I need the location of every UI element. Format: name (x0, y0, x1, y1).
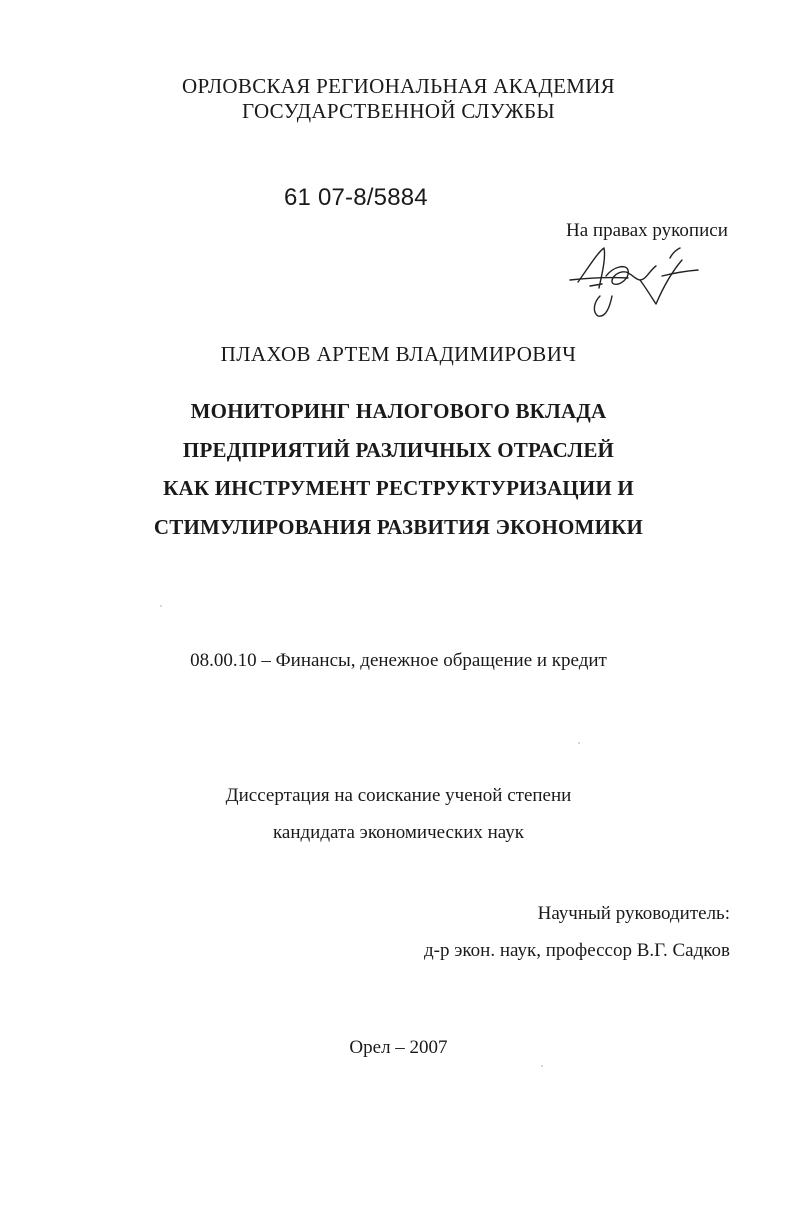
title-line4: СТИМУЛИРОВАНИЯ РАЗВИТИЯ ЭКОНОМИКИ (153, 514, 644, 539)
organization-name-line1: ОРЛОВСКАЯ РЕГИОНАЛЬНАЯ АКАДЕМИЯ (182, 74, 615, 98)
organization-name (0, 74, 797, 124)
catalog-code: 61 07-8/5884 (284, 184, 428, 211)
scan-speck (541, 1065, 543, 1067)
title-line2: ПРЕДПРИЯТИЙ РАЗЛИЧНЫХ ОТРАСЛЕЙ (182, 437, 615, 462)
organization-name-line2: ГОСУДАРСТВЕННОЙ СЛУЖБЫ (242, 99, 555, 123)
scan-speck (160, 605, 162, 607)
author-name: ПЛАХОВ АРТЕМ ВЛАДИМИРОВИЧ (220, 342, 577, 366)
supervisor-block (424, 895, 730, 969)
specialty-code: 08.00.10 – Финансы, денежное обращение и кредит (190, 650, 607, 671)
handwritten-signature (566, 240, 706, 322)
supervisor-label: Научный руководитель: (537, 903, 730, 924)
dissertation-line2: кандидата экономических наук (272, 822, 525, 843)
place-year: Орел – 2007 (349, 1037, 448, 1058)
dissertation-statement (0, 777, 797, 851)
title-line3: КАК ИНСТРУМЕНТ РЕСТРУКТУРИЗАЦИИ И (163, 476, 634, 500)
scan-speck (578, 742, 580, 744)
rights-note: На правах рукописи (566, 220, 728, 241)
dissertation-line1: Диссертация на соискание ученой степени (225, 785, 572, 806)
supervisor-name: д-р экон. наук, профессор В.Г. Садков (424, 940, 730, 961)
dissertation-title (0, 392, 797, 546)
title-line1: МОНИТОРИНГ НАЛОГОВОГО ВКЛАДА (190, 399, 607, 423)
